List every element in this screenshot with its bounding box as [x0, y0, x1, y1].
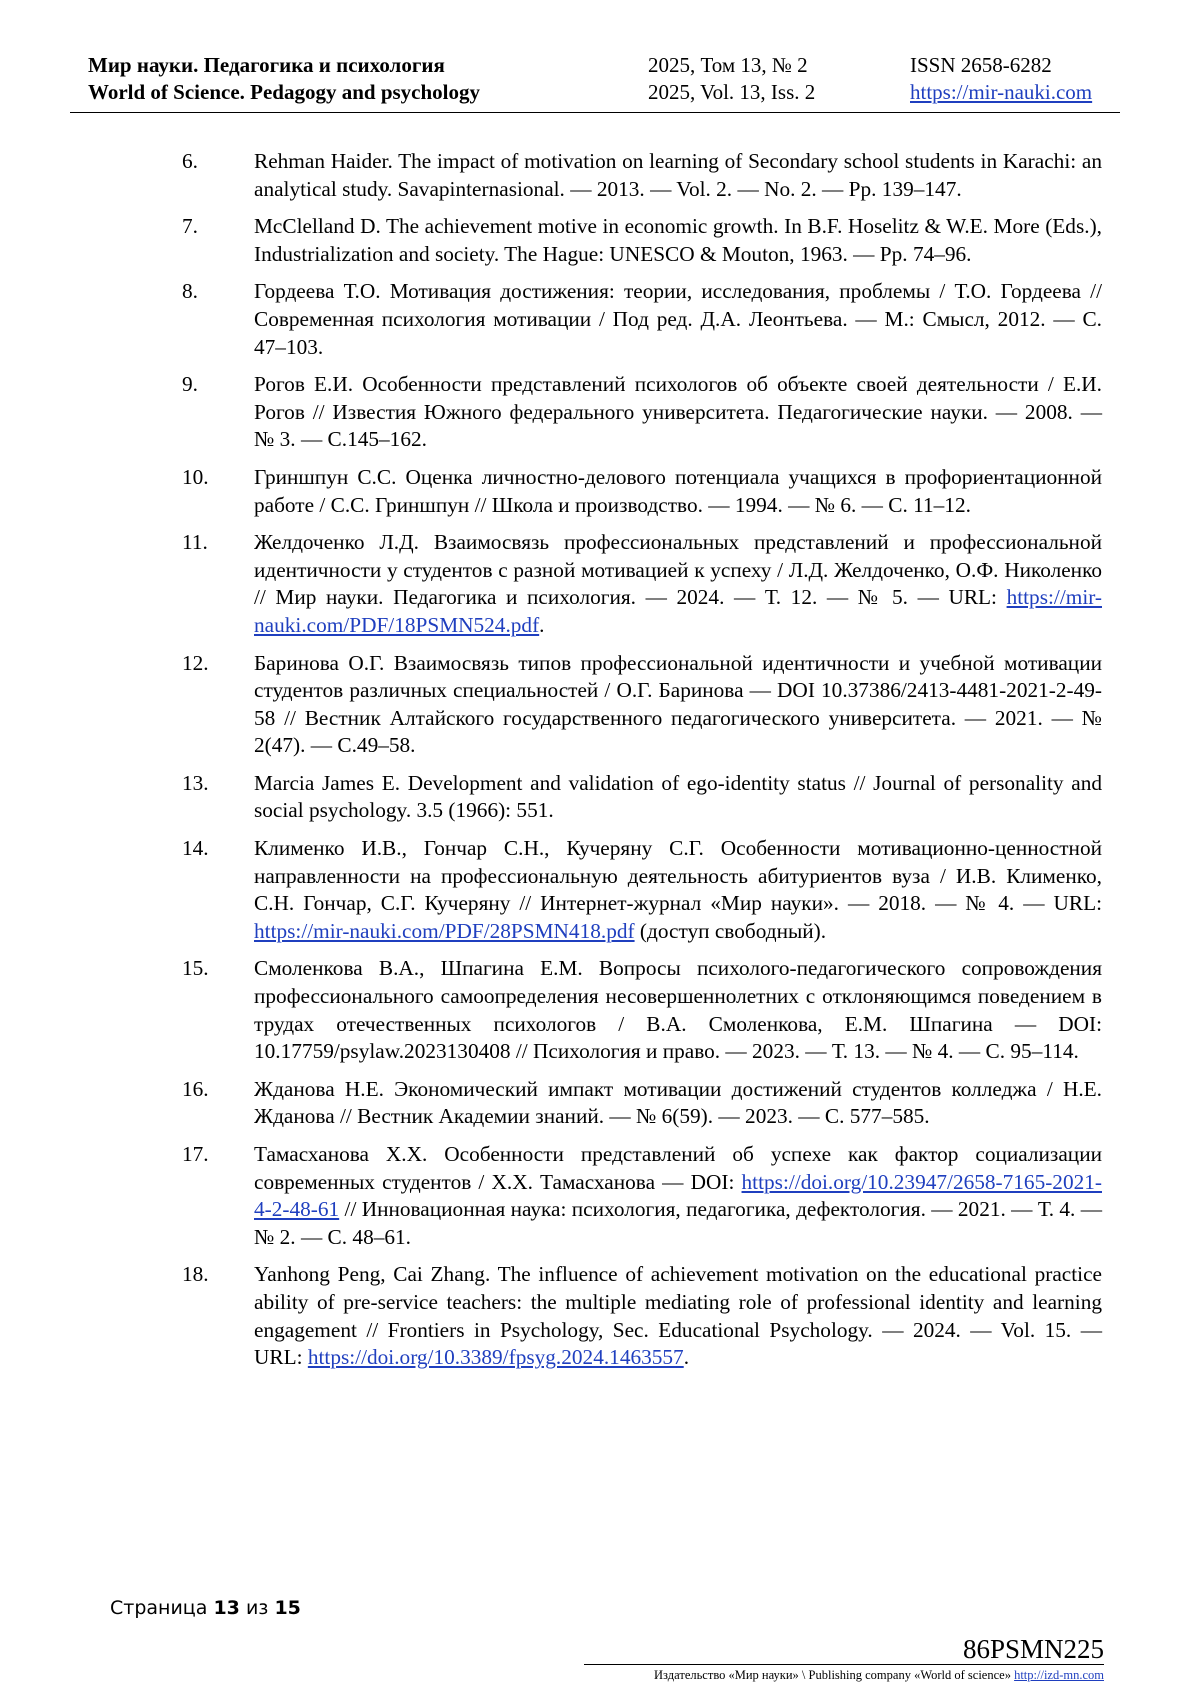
reference-item	[182, 1261, 1102, 1371]
reference-text: Marcia James E. Development and validation of ego-identity status // Journal of personality and social psychology. 3.5 (1966): 551.	[254, 770, 1102, 823]
journal-title-block	[88, 52, 480, 106]
reference-list	[182, 148, 1102, 1382]
reference-text: Rehman Haider. The impact of motivation on learning of Secondary school students in Karachi: an analytical study. Savapinternasional. — 2013. — Vol. 2. — No. 2. — Pp. 139–147.	[254, 149, 1102, 201]
issn-block	[910, 52, 1092, 106]
reference-text: Гриншпун С.С. Оценка личностно-делового потенциала учащихся в профориентационной работе / С.С. Гриншпун // Школа и производство. — 1994. — № 6. — С. 11–12.	[254, 464, 1102, 517]
reference-item	[182, 464, 1102, 519]
header-divider	[70, 112, 1120, 113]
reference-link[interactable]: https://doi.org/10.23947/2658-7165-2021-4-2-48-61	[254, 1169, 1102, 1222]
reference-number: 14.	[182, 836, 209, 861]
reference-text-tail: .	[539, 612, 545, 637]
page-total: 15	[274, 1597, 301, 1619]
reference-item	[182, 213, 1102, 268]
reference-number: 10.	[182, 464, 209, 489]
page-counter	[110, 1597, 301, 1619]
issn: ISSN 2658-6282	[910, 53, 1052, 77]
reference-text: Желдоченко Л.Д. Взаимосвязь профессиональных представлений и профессиональной идентичности у студентов с разной мотивацией к успеху / Л.Д. Желдоченко, О.Ф. Николенко // Мир науки. Педагогика и психология. — 2024. — Т. 12. — № 5. — URL:	[254, 530, 1102, 610]
footer-divider	[584, 1664, 1104, 1665]
reference-text: Гордеева Т.О. Мотивация достижения: теории, исследования, проблемы / Т.О. Гордеева // Современная психология мотивации / Под ред. Д.А. Леонтьева. — М.: Смысл, 2012. — С. 47–103.	[254, 279, 1102, 359]
journal-title-en: World of Science. Pedagogy and psychology	[88, 80, 481, 104]
reference-item	[182, 650, 1102, 760]
reference-text: Рогов Е.И. Особенности представлений психологов об объекте своей деятельности / Е.И. Рогов // Известия Южного федерального университета. Педагогические науки. — 2008. — № 3. — С.145–162.	[254, 372, 1102, 452]
reference-number: 15.	[182, 956, 209, 981]
reference-item	[182, 278, 1102, 361]
reference-link[interactable]: https://doi.org/10.3389/fpsyg.2024.1463557	[307, 1345, 684, 1370]
reference-link[interactable]: https://mir-nauki.com/PDF/18PSMN524.pdf	[254, 585, 1102, 637]
publisher-line	[654, 1668, 1104, 1683]
journal-title-ru: Мир науки. Педагогика и психология	[88, 53, 445, 77]
reference-number: 17.	[182, 1142, 209, 1166]
page-word: Страница	[110, 1597, 208, 1619]
reference-text-tail: // Инновационная наука: психология, педагогика, дефектология. — 2021. — Т. 4. — № 2. — С. 48–61.	[254, 1197, 1102, 1249]
reference-text: Тамасханова Х.Х. Особенности представлений об успехе как фактор социализации современных студентов / Х.Х. Тамасханова — DOI:	[254, 1142, 1102, 1194]
reference-text: Смоленкова В.А., Шпагина Е.М. Вопросы психолого-педагогического сопровождения профессионального самоопределения несовершеннолетних с отклоняющимся поведением в трудах отечественных психологов / В.А. Смоленкова, Е.М. Шпагина — DOI: 10.17759/psylaw.2023130408 // Психология и право. — 2023. — Т. 13. — № 4. — С. 95–114.	[254, 956, 1102, 1064]
reference-text: Жданова Н.Е. Экономический импакт мотивации достижений студентов колледжа / Н.Е. Жданова // Вестник Академии знаний. — № 6(59). — 2023. — С. 577–585.	[254, 1076, 1102, 1129]
reference-item	[182, 835, 1102, 945]
journal-website-link[interactable]: https://mir-nauki.com	[910, 80, 1093, 104]
reference-number: 7.	[182, 214, 198, 239]
publisher-link[interactable]: http://izd-mn.com	[1014, 1668, 1104, 1682]
issue-block	[648, 52, 815, 106]
reference-number: 11.	[182, 530, 208, 555]
reference-item	[182, 371, 1102, 454]
reference-number: 8.	[182, 279, 198, 304]
issue-ru: 2025, Том 13, № 2	[648, 53, 808, 77]
reference-number: 16.	[182, 1076, 209, 1101]
reference-number: 13.	[182, 770, 209, 795]
reference-item	[182, 148, 1102, 203]
reference-number: 18.	[182, 1262, 209, 1287]
reference-item	[182, 1076, 1102, 1131]
reference-text-tail: (доступ свободный).	[634, 918, 827, 943]
reference-number: 9.	[182, 372, 198, 397]
article-code: 86PSMN225	[962, 1634, 1104, 1664]
reference-number: 12.	[182, 650, 209, 675]
reference-item	[182, 770, 1102, 825]
reference-text: Клименко И.В., Гончар С.Н., Кучеряну С.Г. Особенности мотивационно-ценностной направленности на профессиональную деятельность абитуриентов вуза / И.В. Клименко, С.Н. Гончар, С.Г. Кучеряну // Интернет-журнал «Мир науки». — 2018. — № 4. — URL:	[254, 836, 1102, 916]
reference-text: McClelland D. The achievement motive in economic growth. In B.F. Hoselitz & W.E. More (Eds.), Industrialization and society. The Hague: UNESCO & Mouton, 1963. — Pp. 74–96.	[254, 214, 1102, 266]
publisher-text: Издательство «Мир науки» \ Publishing company «World of science»	[654, 1668, 1015, 1682]
reference-number: 6.	[182, 149, 198, 173]
reference-item	[182, 955, 1102, 1065]
issue-en: 2025, Vol. 13, Iss. 2	[648, 80, 816, 104]
reference-text: Баринова О.Г. Взаимосвязь типов профессиональной идентичности и учебной мотивации студентов различных специальностей / О.Г. Баринова — DOI 10.37386/2413-4481-2021-2-49-58 // Вестник Алтайского государственного педагогического университета. — 2021. — № 2(47). — С.49–58.	[254, 650, 1102, 758]
reference-link[interactable]: https://mir-nauki.com/PDF/28PSMN418.pdf	[254, 918, 635, 943]
reference-item	[182, 1141, 1102, 1251]
reference-item	[182, 529, 1102, 639]
page-current: 13	[213, 1597, 240, 1619]
page-of: из	[245, 1597, 269, 1619]
reference-text-tail: .	[683, 1345, 690, 1370]
reference-text: Yanhong Peng, Cai Zhang. The influence of achievement motivation on the educational practice ability of pre-service teachers: the multiple mediating role of professional identity and learning engagement // Frontiers in Psychology, Sec. Educational Psychology. — 2024. — Vol. 15. — URL:	[254, 1262, 1102, 1370]
